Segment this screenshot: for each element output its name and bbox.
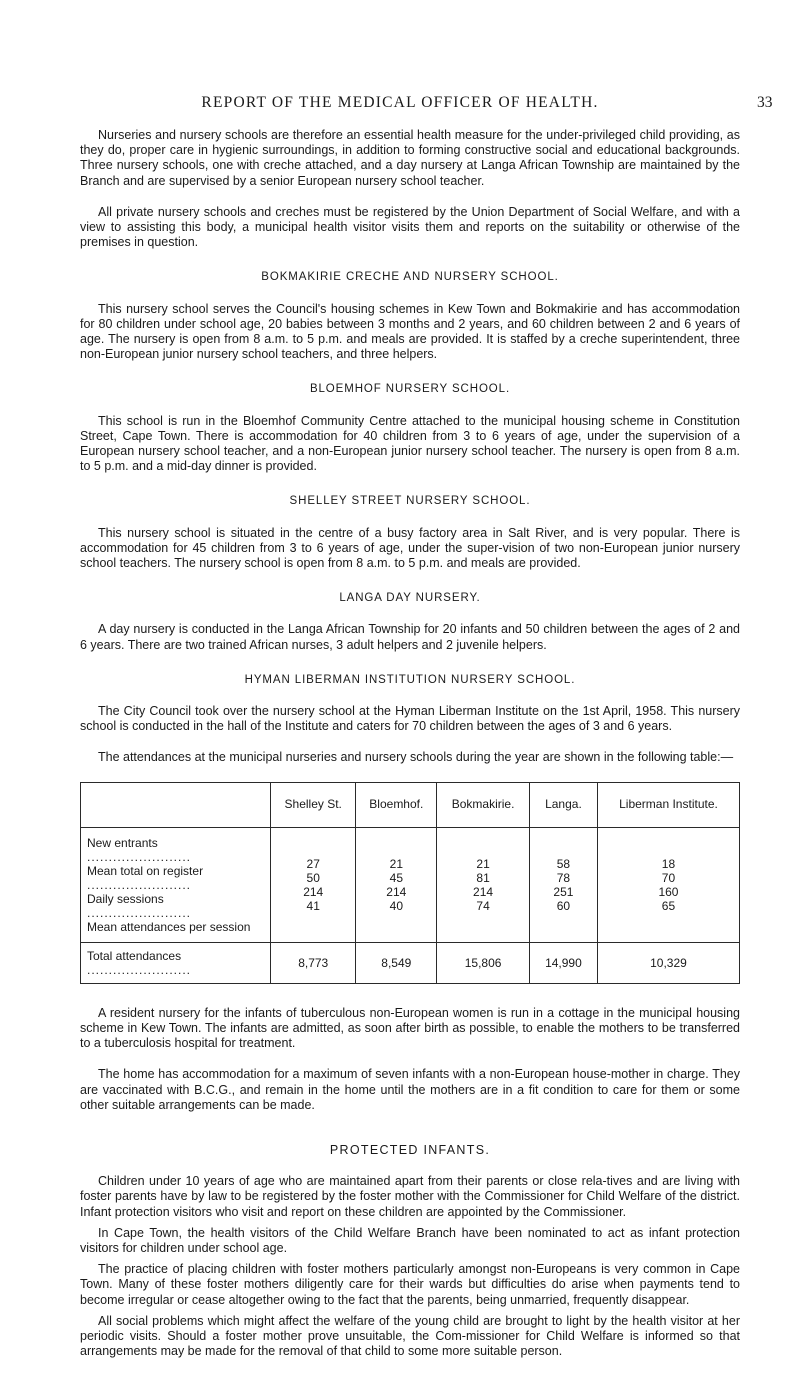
section-heading-liberman: HYMAN LIBERMAN INSTITUTION NURSERY SCHOOL.	[244, 673, 576, 686]
table-value: 40	[389, 898, 403, 913]
table-value: 214	[386, 884, 407, 899]
column-header: Bloemhof.	[356, 782, 437, 827]
section-text-bloemhof: This school is run in the Bloemhof Community Centre attached to the municipal housing scheme in Constitution Street, Cape Town. There is accommodation for 40 children from 3 to 6 years of age, under the supervision of a European nursery school teacher, and a non-European junior nursery school teacher. The nursery is open from 8 a.m. to 5 p.m. and a mid-day dinner is provided.	[80, 413, 740, 474]
protected-paragraph: Children under 10 years of age who are maintained apart from their parents or close rela-tives and are living with foster parents have by law to be registered by the foster mother with the Commissioner for Child Welfare of the district. Infant protection visitors who visit and report on these children are appointed by the Commissioner.	[80, 1174, 740, 1219]
total-value: 14,990	[529, 942, 597, 983]
home-paragraph: The home has accommodation for a maximum of seven infants with a non-European house-mother in charge. They are vaccinated with B.C.G., and remain in the home until the mothers are in a fit condition to care for them or some other suitable arrangements can be made.	[80, 1067, 740, 1112]
total-label-cell	[81, 942, 271, 983]
row-label: Daily sessions	[87, 891, 164, 906]
table-value: 21	[476, 856, 490, 871]
table-header-row	[81, 782, 740, 827]
values-cell-bloemhof	[356, 827, 437, 942]
total-value: 10,329	[597, 942, 739, 983]
total-label: Total attendances	[87, 948, 182, 963]
values-cell-langa	[529, 827, 597, 942]
section-text-langa: A day nursery is conducted in the Langa African Township for 20 infants and 50 children between the ages of 2 and 6 years. There are two trained African nurses, 3 adult helpers and 2 juvenile helpers.	[80, 622, 740, 652]
table-value: 160	[658, 884, 679, 899]
body-text	[80, 128, 740, 1375]
total-value: 8,773	[271, 942, 356, 983]
table-value: 70	[661, 870, 676, 885]
table-value: 58	[556, 856, 571, 871]
row-label: New entrants	[87, 835, 158, 850]
values-cell-bokmakirie	[437, 827, 530, 942]
total-value: 15,806	[437, 942, 530, 983]
column-header: Shelley St.	[271, 782, 356, 827]
protected-paragraph: In Cape Town, the health visitors of the Child Welfare Branch have been nominated to act as infant protection visitors for children under school age.	[80, 1225, 740, 1255]
section-heading-protected-infants: PROTECTED INFANTS.	[329, 1142, 491, 1157]
section-text-bokmakirie: This nursery school serves the Council's housing schemes in Kew Town and Bokmakirie and has accommodation for 80 children under school age, 20 babies between 3 months and 2 years, and 60 children between 2 and 6 years of age. The nursery is open from 8 a.m. to 5 p.m. and meals are provided. It is staffed by a creche superintendent, three non-European junior nursery school teachers, and three helpers.	[80, 301, 740, 362]
row-labels-cell	[81, 827, 271, 942]
table-value: 41	[306, 898, 320, 913]
row-label: Mean total on register	[87, 863, 204, 878]
table-value: 65	[661, 898, 676, 913]
column-header: Liberman Institute.	[597, 782, 739, 827]
page-number: 33	[757, 94, 773, 111]
table-value: 21	[389, 856, 403, 871]
section-heading-langa: LANGA DAY NURSERY.	[339, 592, 481, 605]
column-header: Bokmakirie.	[437, 782, 530, 827]
table-body-row	[81, 827, 740, 942]
running-header: REPORT OF THE MEDICAL OFFICER OF HEALTH.	[201, 94, 599, 111]
table-value: 81	[476, 870, 490, 885]
attendance-table	[80, 782, 740, 984]
protected-paragraph: All social problems which might affect the welfare of the young child are brought to light by the health visitor at her periodic visits. Should a foster mother prove unsuitable, the Com-missioner for Child Welfare is informed so that arrangements may be made for the removal of that child to some more suitable person.	[80, 1313, 740, 1359]
cottage-paragraph: A resident nursery for the infants of tuberculous non-European women is run in a cottage in the municipal housing scheme in Kew Town. The infants are admitted, as soon after birth as possible, to enable the mothers to be transferred to a tuberculosis hospital for treatment.	[80, 1005, 740, 1051]
row-label: Mean attendances per session	[87, 919, 251, 934]
table-value: 18	[661, 856, 676, 871]
section-heading-bloemhof: BLOEMHOF NURSERY SCHOOL.	[309, 383, 511, 396]
table-value: 78	[556, 870, 571, 885]
intro-paragraph: Nurseries and nursery schools are therefore an essential health measure for the under-privileged child providing, as they do, proper care in hygienic surroundings, in addition to forming constructive social and educational backgrounds. Three nursery schools, one with creche attached, and a day nursery at Langa African Township are maintained by the Branch and are supervised by a senior European nursery school teacher.	[80, 128, 740, 188]
protected-paragraph: The practice of placing children with foster mothers particularly amongst non-Europeans is very common in Cape Town. Many of these foster mothers diligently care for their wards but difficulties do arise when payments tend to become irregular or cease altogether owing to the fact that the parents, being unmarried, frequently disappear.	[80, 1262, 740, 1307]
section-text-shelley: This nursery school is situated in the centre of a busy factory area in Salt River, and is very popular. There is accommodation for 45 children from 3 to 6 years of age, under the super-vision of two non-European junior nursery school teachers. The nursery school is open from 8 a.m. to 5 p.m. and meals are provided.	[80, 525, 740, 571]
table-value: 251	[553, 884, 574, 899]
table-value: 214	[303, 884, 324, 899]
total-value: 8,549	[356, 942, 437, 983]
column-header: Langa.	[529, 782, 597, 827]
section-text-liberman: The City Council took over the nursery school at the Hyman Liberman Institute on the 1st April, 1958. This nursery school is conducted in the hall of the Institute and caters for 70 children between the ages of 3 and 6 years.	[80, 704, 740, 734]
table-value: 60	[556, 898, 571, 913]
values-cell-liberman	[597, 827, 739, 942]
table-value: 214	[473, 884, 494, 899]
section-heading-bokmakirie: BOKMAKIRIE CRECHE AND NURSERY SCHOOL.	[261, 271, 559, 284]
table-value: 45	[389, 870, 403, 885]
section-heading-shelley: SHELLEY STREET NURSERY SCHOOL.	[289, 495, 531, 508]
registration-paragraph: All private nursery schools and creches must be registered by the Union Department of Social Welfare, and with a view to assisting this body, a municipal health visitor visits them and reports on the suitability or otherwise of the premises in question.	[80, 204, 740, 250]
values-cell-shelley	[271, 827, 356, 942]
table-total-row	[81, 942, 740, 983]
table-value: 27	[306, 856, 320, 871]
table-corner-cell	[81, 782, 271, 827]
table-intro: The attendances at the municipal nurseries and nursery schools during the year are shown in the following table:—	[98, 750, 734, 765]
table-value: 50	[306, 870, 320, 885]
table-value: 74	[476, 898, 490, 913]
